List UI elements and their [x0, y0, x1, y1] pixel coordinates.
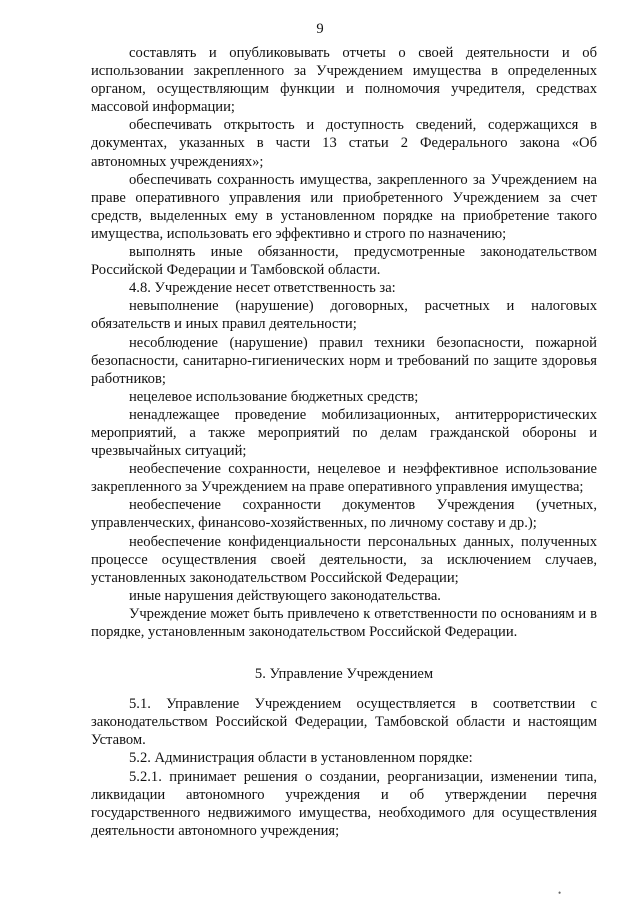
- paragraph: нецелевое использование бюджетных средств;: [129, 388, 419, 405]
- paragraph: необеспечение конфиденциальности персональных данных, полученных процессе осуществления своей деятельности, за исключением случаев, установленных законодательством Российской Федерации;: [91, 533, 597, 586]
- paragraph: обеспечивать открытость и доступность сведений, содержащихся в документах, указанных в части 13 статьи 2 Федерального закона «Об автономных учреждениях»;: [91, 117, 597, 170]
- paragraph: ненадлежащее проведение мобилизационных, антитеррористических мероприятий, а также мероприятий по делам гражданской обороны и чрезвычайных ситуаций;: [91, 406, 597, 460]
- paragraph: невыполнение (нарушение) договорных, расчетных и налоговых обязательств и иных правил деятельности;: [91, 298, 597, 333]
- paragraph: 5.2. Администрация области в установленном порядке:: [129, 750, 473, 767]
- paragraph: иные нарушения действующего законодательства.: [129, 587, 441, 604]
- paragraph: необеспечение сохранности, нецелевое и неэффективное использование закрепленного за Учреждением на праве оперативного управления имущества;: [91, 461, 597, 496]
- paragraph: выполнять иные обязанности, предусмотренные законодательством Российской Федерации и Тамбовской области.: [91, 244, 597, 279]
- paragraph: необеспечение сохранности документов Учреждения (учетных, управленческих, финансово-хозяйственных, по личному составу и др.);: [91, 497, 597, 532]
- paragraph: составлять и опубликовывать отчеты о своей деятельности и об использовании закрепленного за Учреждением имущества в определенных органом, осуществляющим функции и полномочия учредителя, средствах массовой информации;: [91, 45, 597, 116]
- paragraph: несоблюдение (нарушение) правил техники безопасности, пожарной безопасности, санитарно-гигиенических норм и требований по защите здоровья работников;: [91, 334, 597, 387]
- paragraph: 5.1. Управление Учреждением осуществляется в соответствии с законодательством Российской Федерации, Тамбовской области и настоящим Уставом.: [91, 696, 597, 749]
- document-body: [91, 44, 597, 840]
- page-number: 9: [316, 21, 324, 37]
- corner-mark: •: [558, 888, 562, 898]
- paragraph: 5.2.1. принимает решения о создании, реорганизации, изменении типа, ликвидации автономного учреждения и об утверждении перечня государственного недвижимого имущества, необходимого для осуществления деятельности автономного учреждения;: [91, 768, 597, 839]
- paragraph: обеспечивать сохранность имущества, закрепленного за Учреждением на праве оперативного управления или приобретенного Учреждением за счет средств, выделенных ему в установленном порядке на приобретение такого имущества, использовать его эффективно и строго по назначению;: [91, 171, 597, 242]
- paragraph: Учреждение может быть привлечено к ответственности по основаниям и в порядке, установленным законодательством Российской Федерации.: [91, 605, 597, 640]
- section-heading: 5. Управление Учреждением: [254, 666, 434, 683]
- paragraph: 4.8. Учреждение несет ответственность за:: [129, 280, 396, 297]
